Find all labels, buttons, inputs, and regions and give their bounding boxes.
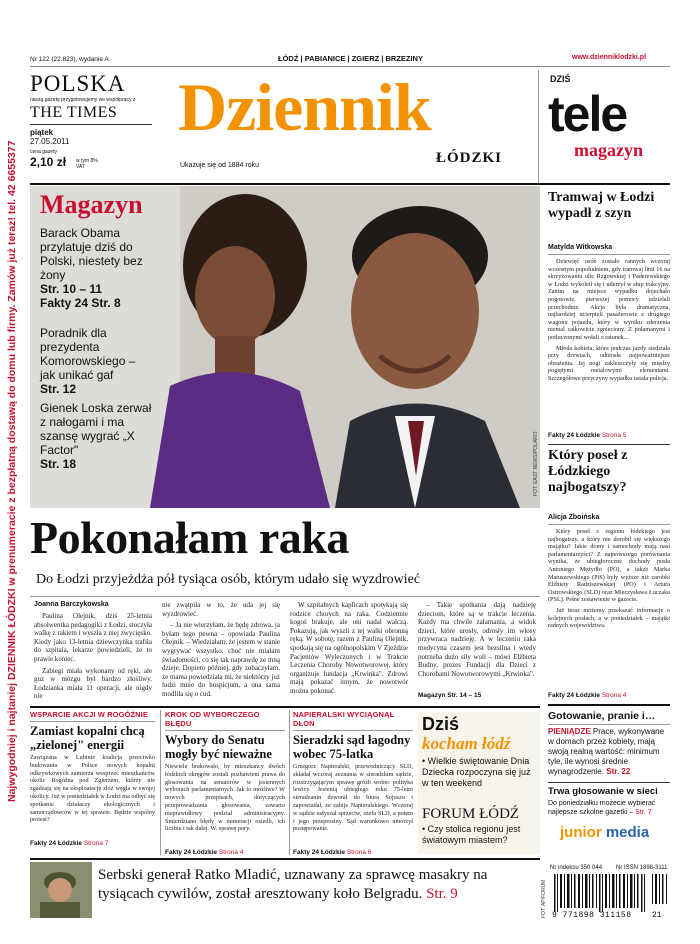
story-headline: Wybory do Senatu mogły być nieważne [165, 733, 272, 761]
magazyn-item-ref: Fakty 24 Str. 8 [40, 296, 121, 310]
tramwaj-rule [548, 254, 670, 255]
issn-number: Nr ISSN 1898-3111 [616, 865, 668, 871]
dzis-promo-box[interactable] [418, 712, 540, 854]
tramwaj-body: Dziewięć osób zostało rannych wczoraj wczesnym popołudniem, gdy tramwaj linii 16 na skrzyżowaniu ulic Rzgowskiej i Paderewskiego w Łodzi wykoleił się i uderzył w słup trakcyjny. Zanim na miejsce wypadku dojechało pogotowie, pierwszej pomocy udzielali przechodnie. Akcja była dramatyczna, najbardziej ucierpieli pasażerowie z drugiego wagonu pojazdu, który w wyniku zderzenia niemal całkowicie zgnieciony. Z połamanymi i potłuczonymi wołali o ratunek... Młoda kobieta, która podczas jazdy siedziała przy drzwiach, odniosła najpoważniejsze obrażenia. Jej nogi zakleszczyły się między pogiętymi metalowymi elementami. Szczegółowe przyczyny wypadku ustala policja. [548, 258, 670, 382]
magazyn-item-1[interactable] [40, 226, 150, 310]
lead-col-2: nie zwątpiła w to, że uda jej się wyzdrowieć. – Ja nie wierzyłam, że będę zdrowa, ja byłam tego pewna – opowiada Paulina Olejnik. – Wiedziałam, że jestem w stanie wygrywać wszystko, choć nie miałam świadomości, co się tak naprawdę ze mną dzieje. Dopiero później, gdy zobaczyłam, że mama powiedziała mi, że niektórzy już ludzi mnie do hospicjum, a ona sama modliła się o cud. [162, 601, 280, 698]
soldier-photo [30, 862, 92, 918]
story-2[interactable] [165, 710, 285, 856]
lead-bottom-rule [30, 706, 540, 708]
city[interactable]: PABIANICE [304, 54, 346, 63]
photo-credit: FOT. EAST NEWS/POLARIS [533, 431, 539, 496]
bottom-photo-credit: FOT. AP/FORUM [541, 879, 547, 918]
logo-dziennik[interactable]: Dziennik [178, 69, 431, 145]
city[interactable]: BRZEZINY [385, 54, 423, 63]
posel-rule [548, 524, 670, 525]
story-divider [160, 710, 161, 855]
magazyn-item-text: Poradnik dla prezydenta Komorowskiego – jak unikać gaf [40, 326, 136, 382]
tramwaj-ref[interactable]: Fakty 24 Łódzkie Strona 5 [548, 432, 627, 439]
posel-author: Alicja Zboińska [548, 514, 600, 521]
tramwaj-headline[interactable]: Tramwaj w Łodzi wypadł z szyn [548, 190, 655, 221]
right-divider-2 [548, 704, 670, 706]
barcode-issue: 21 [652, 911, 662, 920]
lead-col-4: – Takie spotkania dają nadzieję dzieciom, które są w trakcie leczenia. Każdy ma chwile załamania, a widok dzieci, które urosły, odrosły im włosy przywraca nadzieję. A w leczeniu raka medycyna czasem jest bezsilna i wtedy potrzeba dużo siły woli – mówi Elżbieta Budny, prezes Fundacji dla Dzieci z Chorobami Nowotworowymi „Krwinka". [418, 601, 536, 678]
gotowanie-rule [548, 724, 670, 725]
tele-logo[interactable]: tele [548, 86, 627, 142]
price-label: cena gazety [30, 149, 57, 155]
story-divider [289, 710, 290, 855]
sieci-rule-top [548, 782, 670, 783]
mladic-story[interactable]: Serbski generał Ratko Mladić, uznawany za sprawcę masakry na tysiącach cywilów, został aresztowany koło Belgradu. Str. 9 [98, 867, 488, 902]
partner-polska: POLSKA [30, 71, 126, 96]
story-kicker: NAPIERALSKI WYCIĄGNĄŁ DŁOŃ [293, 710, 395, 728]
story-body: Zawiązana w Lubinie koalicja przeciwko budowaniu w Polsce nowych kopalni odkrywkowych zamierza wesprzeć mieszkańców okolic Rogóźna pod Zgierzem, którzy nie zgadzają się na eksploatację złóż węgla w swojej okolicy. Już w poniedziałek w Łodzi ma odbyć się spotkanie działaczy ekologicznych i samorządowców w tej sprawie. Będzie wspólny protest? [30, 754, 155, 824]
site-url[interactable]: www.dzienniklodzki.pl [572, 54, 647, 61]
story-body: Grzegorz Napieralski, przewodniczący SLD, składał wczoraj zeznania w sieradzkim sądzie, rozstrzygającym sprawę gróźb wobec polityka lewicy. Jesienią ubiegłego roku 75-letni sieradzanin dzwonił do biura Sojuszu i zapowiadał, że zabije Napieralskiego. Wczoraj w sądzie usłyszał sprzeciw, szefa SLD, a potem i jego przeprosiny. Sąd warunkowo umorzył postępowanie. [293, 763, 413, 833]
issue-number: Nr 122 (22.823), wydanie A [30, 56, 109, 63]
forum-item: • Czy stolica regionu jest światowym miastem? [422, 824, 521, 845]
issue-day: piątek [30, 128, 54, 137]
story-headline: Sieradzki sąd łagodny wobec 75-latka [293, 733, 411, 761]
city-list: ŁÓDŹ | PABIANICE | ZGIERZ | BRZEZINY [278, 54, 423, 63]
story-kicker: KROK OD WYBORCZEGO BŁĘDU [165, 710, 260, 728]
barcode-digits: 9 771898 311158 [552, 911, 632, 920]
story-3[interactable] [293, 710, 413, 856]
gotowanie-body: PIENIĄDZE Prace, wykonywane w domach przez kobiety, mają swoją realną wartość: minimum tyle, ile wynosi średnie wynagrodzenie. Str. 22 [548, 727, 665, 776]
sieci-title[interactable]: Trwa głosowanie w sieci [548, 786, 658, 797]
lead-col-1: Paulina Olejnik, dziś 25-letnia absolwentka pedagogiki z Łodzi, stoczyła walkę z rakiem i wyszła z niej zwycięsko. Kiedy jako 13-letnia dziewczynka trafiła do szpitala, lekarze powiedzieli, że to prawie koniec. Zabiegi miała wykonany od ręki, ale guz w mózgu był bardzo złośliwy. Łodzianka miała 11 operacji, ale nigdy nie [34, 612, 152, 701]
magazyn-item-ref: Str. 10 – 11 [40, 282, 103, 296]
issue-date: 27.05.2011 [30, 137, 70, 146]
bottom-rule [30, 858, 540, 860]
story-body: Niewiele brakowało, by mieszkańcy dwóch łódzkich okręgów zostali pozbawieni prawa do głosowania na senatorów w jesiennych wyborach parlamentarnych. Jak to możliwe? W nowych przepisach, dotyczących przeprowadzania głosowania, zawarto nieprawidłowy podział administracyjny. Śmierdziano błędy w numeracji osiedli, ich liczbie i tak dalej. W. sprawę pory. [165, 763, 285, 833]
tramwaj-author: Matylda Witkowska [548, 244, 613, 251]
story-ref[interactable]: Fakty 24 Łódzkie Strona 4 [165, 849, 244, 856]
price: 2,10 zł [30, 155, 67, 169]
partner-tagline: naszą gazetę przygotowujemy we współpracy z [30, 97, 136, 103]
gotowanie-title[interactable]: Gotowanie, pranie i… [548, 710, 656, 722]
magazyn-item-text: Barack Obama przylatuje dziś do Polski, niestety bez żony [40, 226, 143, 282]
vat-note: w tym 8% VAT [76, 158, 98, 170]
story-headline: Zamiast kopalni chcą „zielonej" energii [30, 724, 145, 752]
lead-subhead: Do Łodzi przyjeżdża pół tysiąca osób, którym udało się wyzdrowieć [36, 572, 421, 587]
story-1[interactable] [30, 710, 155, 847]
city[interactable]: ZGIERZ [351, 54, 380, 63]
lead-author: Joanna Barczykowska [34, 601, 109, 608]
dzis-item: • Wielkie świętowanie Dnia Dziecka rozpoczyna się już w ten weekend [422, 756, 531, 788]
barcode-icon [552, 874, 670, 912]
magazyn-logo[interactable]: magazyn [574, 140, 643, 160]
lead-rule [30, 596, 540, 597]
top-rule [30, 66, 670, 67]
lead-ref[interactable]: Magazyn Str. 14 – 15 [418, 692, 482, 699]
sieci-body: Do poniedziałku możecie wybierać najlepsze szkolne gazetki – Str. 7 [548, 800, 656, 816]
story-ref[interactable]: Fakty 24 Łódzkie Strona 7 [30, 840, 109, 847]
city[interactable]: ŁÓDŹ [278, 54, 299, 63]
since-text: Ukazuje się od 1884 roku [180, 162, 259, 169]
kocham-lodz-logo: kocham łódź [422, 734, 511, 753]
index-number: Nr indeksu 350 044 [550, 865, 603, 871]
junior-media-logo[interactable]: junior media [560, 824, 650, 841]
magazyn-item-2[interactable] [40, 326, 150, 396]
barcode [552, 874, 670, 922]
side-promo: Najwygodniej i najtaniej DZIENNIK ŁÓDZKI w prenumeracie z bezpłatną dostawą do domu lub firmy. Zamów już teraz! tel. 42 6655377 [6, 140, 18, 802]
masthead-rule [30, 183, 670, 185]
masthead-divider [538, 70, 539, 185]
posel-ref[interactable]: Fakty 24 Łódzkie Strona 4 [548, 692, 627, 699]
magazyn-item-text: Gienek Loska zerwał z nałogami i ma szansę wygrać „X Factor" [40, 401, 152, 457]
posel-body: Który poseł z regionu łódzkiego jest najbogatszy, a który nie dorobił się większego majątku? Jakie domy i samochody mają nasi parlamentarzyści? Z najnowszego porównania wynika, że ubiegłoroczne dochody posła Antoniego Mężydło (PO), a także Marka Matuszewskiego (PiS) były wyższe niż zarobki Elżbiety Radziszewskiej (PO) i Artura Ostrowskiego (SLD) oraz Mieczysława Łuczaka (PSL). Pełne zestawienie w gazecie. Już teraz możemy przekazać informacje o kolejnych posłach, a w poniedziałek – majątki radnych województwa. [548, 528, 670, 630]
magazyn-item-ref: Str. 18 [40, 457, 77, 471]
lead-col-3: W szpitalnych kaplicach spotykają się rodzice chorych na raka. Codziennie kogoś brakuje, ale oni nadal walczą. Pokazują, jak wyszli z tej walki obronną ręką. W sobotę, razem z Pauliną Olejnik, spotkają się na ogólnopolskim V Zjeździe Pacjentów Wyleczonych i w Trakcie Leczenia Choroby Nowotworowej, który organizuje fundacja „Krwinka". Zdrowi mają pokazać innym, że nowotwór można pokonać. [290, 601, 408, 695]
logo-lodzki: ŁÓDZKI [436, 150, 503, 166]
story-kicker: WSPARCIE AKCJI W ROGÓŹNIE [30, 710, 148, 719]
magazyn-item-3[interactable] [40, 401, 160, 471]
partner-rule [30, 124, 152, 125]
partner-the-times: THE TIMES [30, 104, 118, 121]
posel-headline[interactable]: Który poseł z Łódzkiego najbogatszy? [548, 448, 628, 495]
lead-headline[interactable]: Pokonałam raka [30, 512, 349, 563]
dzis-title: Dziś [422, 714, 460, 734]
magazyn-title[interactable]: Magazyn [40, 190, 143, 219]
magazyn-item-ref: Str. 12 [40, 382, 77, 396]
today-label: DZIŚ [550, 74, 571, 84]
magazyn-photo[interactable] [30, 186, 540, 508]
right-divider [548, 444, 670, 445]
story-ref[interactable]: Fakty 24 Łódzkie Strona 6 [293, 849, 372, 856]
forum-lodz-logo: FORUM ŁÓDŹ [422, 806, 520, 822]
mladic-photo[interactable] [30, 862, 92, 918]
